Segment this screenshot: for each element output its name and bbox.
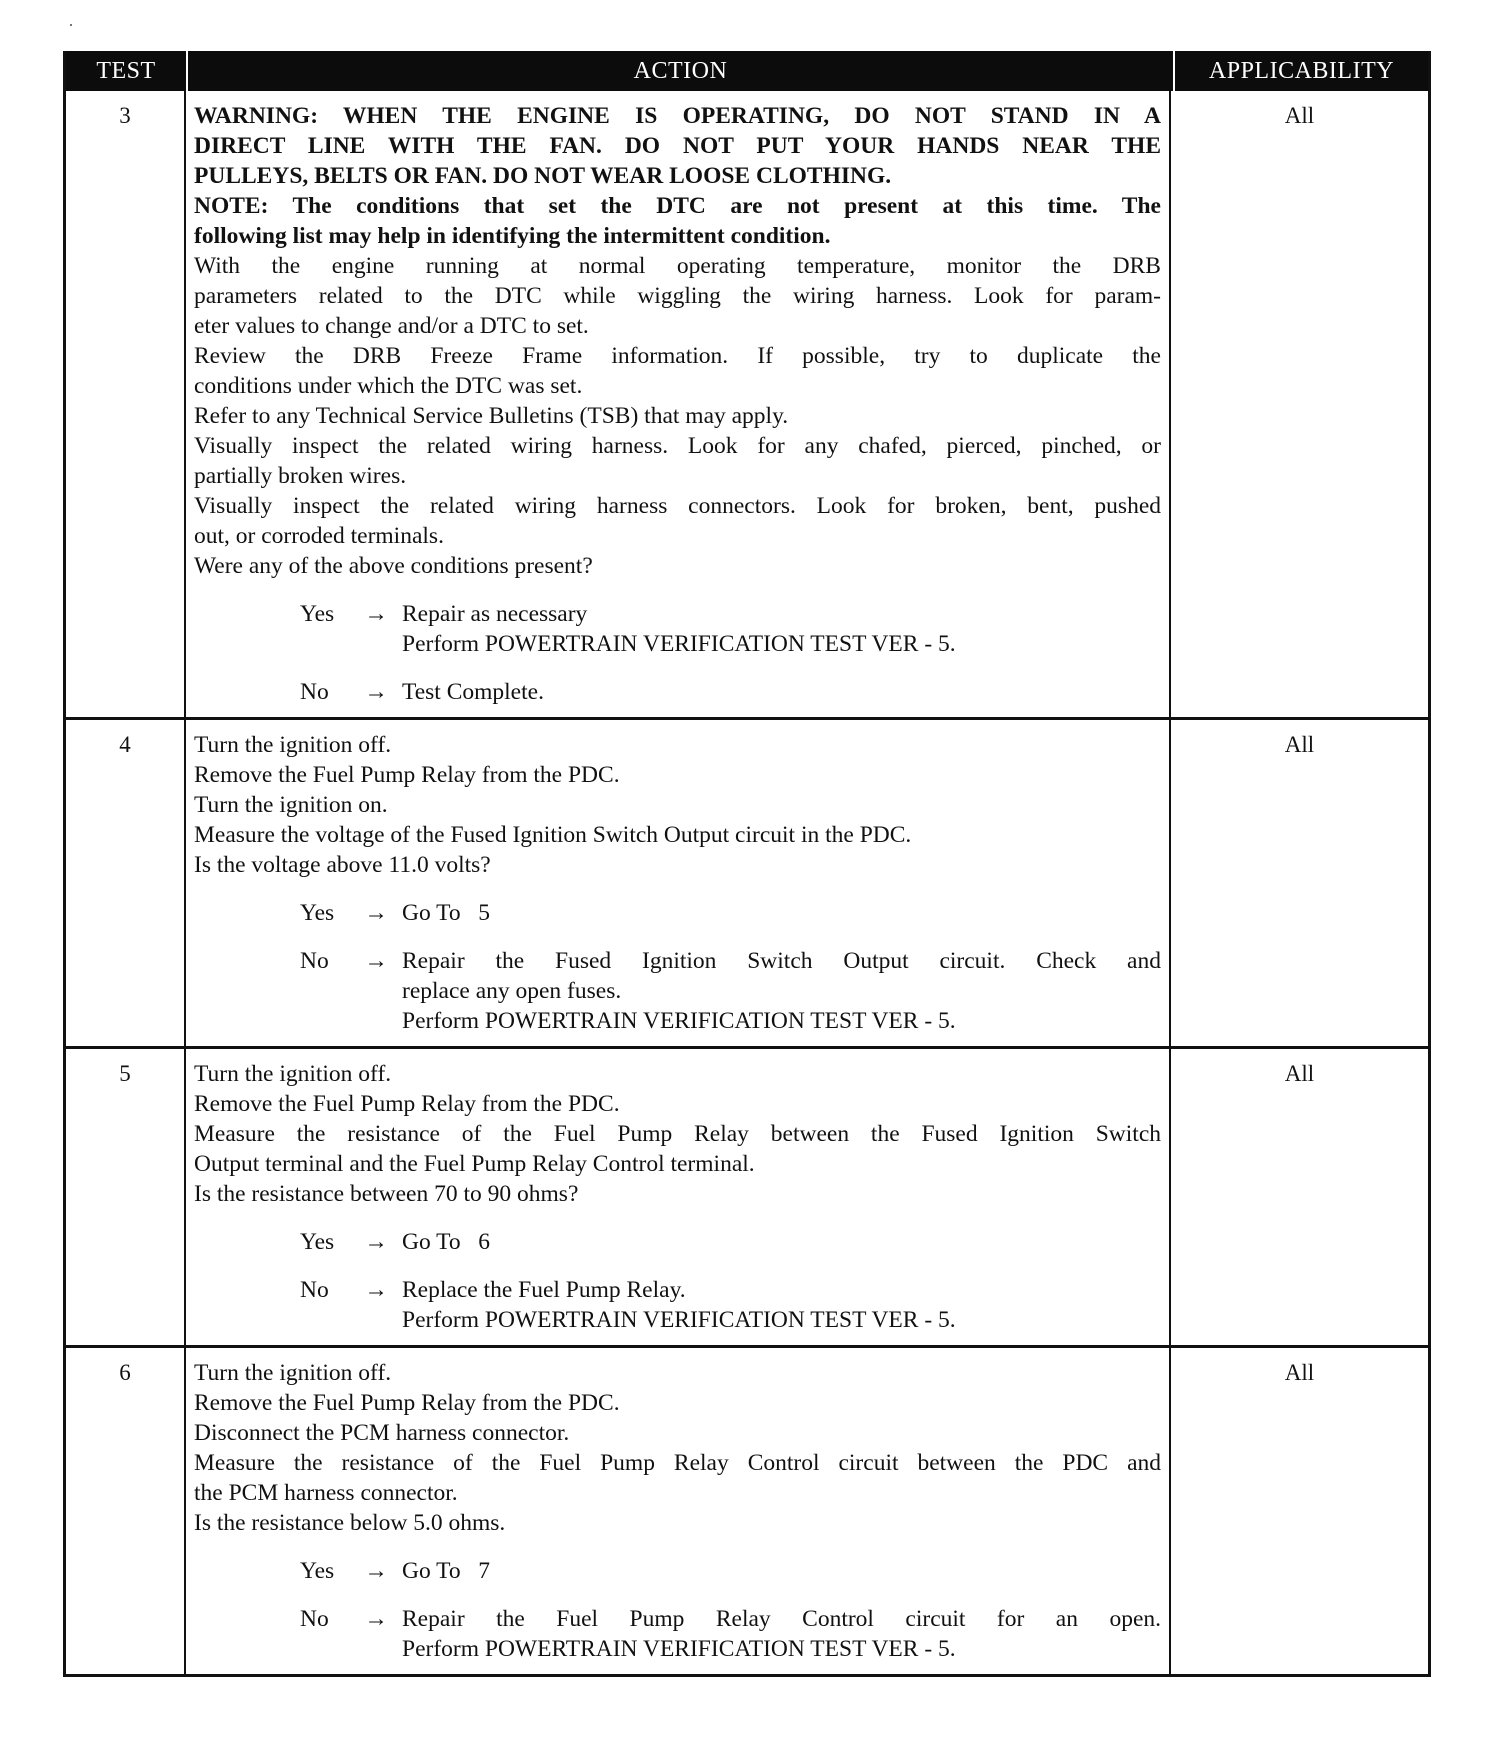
action-paragraph bbox=[194, 431, 1161, 491]
action-text-line: Visually inspect the related wiring harness connectors. Look for broken, bent, pushed bbox=[194, 493, 1161, 519]
branch-answer: No bbox=[300, 948, 329, 974]
decision-branch bbox=[300, 1556, 1161, 1586]
decision-branch bbox=[300, 599, 1161, 659]
decision-branch bbox=[300, 898, 1161, 928]
branch-result bbox=[402, 898, 1161, 928]
branch-result bbox=[402, 1275, 1161, 1335]
action-text-line: Is the resistance below 5.0 ohms. bbox=[194, 1510, 506, 1536]
branch-answer: No bbox=[300, 1606, 329, 1632]
decision-branch bbox=[300, 1604, 1161, 1664]
action-text-line: out, or corroded terminals. bbox=[194, 523, 444, 549]
applicability-cell: All bbox=[1284, 1061, 1315, 1086]
branch-result bbox=[402, 946, 1161, 1036]
header-action: ACTION bbox=[188, 51, 1175, 91]
decision-branch bbox=[300, 1275, 1161, 1335]
action-cell bbox=[186, 91, 1171, 717]
action-text-line: NOTE: The conditions that set the DTC are not present at this time. The bbox=[194, 193, 1161, 219]
action-paragraph bbox=[194, 1059, 1161, 1089]
action-paragraph bbox=[194, 251, 1161, 341]
action-text-line: the PCM harness connector. bbox=[194, 1480, 458, 1506]
action-text-line: Turn the ignition off. bbox=[194, 1360, 392, 1386]
action-paragraph bbox=[194, 1508, 1161, 1538]
branch-answer: Yes bbox=[300, 900, 335, 926]
branch-result-line: Perform POWERTRAIN VERIFICATION TEST VER - 5. bbox=[402, 1307, 956, 1333]
action-text-line: parameters related to the DTC while wiggling the wiring harness. Look for param- bbox=[194, 283, 1161, 309]
branch-result-line: Perform POWERTRAIN VERIFICATION TEST VER - 5. bbox=[402, 1636, 956, 1662]
action-text-line: WARNING: WHEN THE ENGINE IS OPERATING, DO NOT STAND IN A bbox=[194, 103, 1161, 129]
table-row bbox=[66, 1046, 1428, 1345]
action-text-line: Measure the resistance of the Fuel Pump Relay between the Fused Ignition Switch bbox=[194, 1121, 1161, 1147]
test-number: 4 bbox=[66, 720, 186, 1046]
arrow-right-icon: → bbox=[364, 601, 388, 627]
branch-answer: Yes bbox=[300, 601, 335, 627]
action-paragraph bbox=[194, 760, 1161, 790]
arrow-right-icon: → bbox=[364, 679, 388, 705]
action-text-line: partially broken wires. bbox=[194, 463, 407, 489]
action-cell bbox=[186, 1348, 1171, 1674]
branch-answer: No bbox=[300, 1277, 329, 1303]
action-paragraph bbox=[194, 1448, 1161, 1508]
action-paragraph bbox=[194, 1119, 1161, 1179]
applicability-cell: All bbox=[1284, 1360, 1315, 1385]
action-paragraph bbox=[194, 730, 1161, 760]
warning-paragraph bbox=[194, 191, 1161, 251]
branch-result-line: Test Complete. bbox=[402, 679, 544, 705]
action-paragraph bbox=[194, 1089, 1161, 1119]
action-text-line: Remove the Fuel Pump Relay from the PDC. bbox=[194, 1091, 620, 1117]
action-text-line: Refer to any Technical Service Bulletins (TSB) that may apply. bbox=[194, 403, 789, 429]
branch-result bbox=[402, 1227, 1161, 1257]
header-applicability: APPLICABILITY bbox=[1208, 57, 1395, 84]
decision-branch bbox=[300, 677, 1161, 707]
branch-result-line: replace any open fuses. bbox=[402, 978, 622, 1004]
action-text-line: following list may help in identifying the intermittent condition. bbox=[194, 223, 831, 249]
test-number: 6 bbox=[66, 1348, 186, 1674]
table-header bbox=[66, 51, 1428, 91]
decision-branch bbox=[300, 1227, 1161, 1257]
branch-result-line: Go To 5 bbox=[402, 900, 491, 926]
action-text-line: Turn the ignition on. bbox=[194, 792, 388, 818]
action-text-line: Visually inspect the related wiring harness. Look for any chafed, pierced, pinched, or bbox=[194, 433, 1161, 459]
action-paragraph bbox=[194, 820, 1161, 850]
action-text-line: With the engine running at normal operating temperature, monitor the DRB bbox=[194, 253, 1161, 279]
header-test: TEST bbox=[66, 51, 188, 91]
applicability-cell: All bbox=[1284, 732, 1315, 757]
branch-result-line: Repair the Fuel Pump Relay Control circuit for an open. bbox=[402, 1606, 1161, 1632]
action-cell bbox=[186, 1049, 1171, 1345]
action-paragraph bbox=[194, 790, 1161, 820]
action-text-line: Were any of the above conditions present? bbox=[194, 553, 593, 579]
action-paragraph bbox=[194, 1179, 1161, 1209]
action-paragraph bbox=[194, 1418, 1161, 1448]
applicability-cell: All bbox=[1284, 103, 1315, 128]
action-text-line: Output terminal and the Fuel Pump Relay Control terminal. bbox=[194, 1151, 755, 1177]
action-text-line: conditions under which the DTC was set. bbox=[194, 373, 583, 399]
action-paragraph bbox=[194, 1388, 1161, 1418]
arrow-right-icon: → bbox=[364, 948, 388, 974]
action-text-line: Turn the ignition off. bbox=[194, 1061, 392, 1087]
branch-result bbox=[402, 1556, 1161, 1586]
branch-result-line: Repair the Fused Ignition Switch Output circuit. Check and bbox=[402, 948, 1161, 974]
branch-result-line: Go To 6 bbox=[402, 1229, 491, 1255]
action-text-line: PULLEYS, BELTS OR FAN. DO NOT WEAR LOOSE CLOTHING. bbox=[194, 163, 892, 189]
branch-result bbox=[402, 677, 1161, 707]
branch-result-line: Replace the Fuel Pump Relay. bbox=[402, 1277, 686, 1303]
branch-result-line: Perform POWERTRAIN VERIFICATION TEST VER - 5. bbox=[402, 1008, 956, 1034]
test-number: 3 bbox=[66, 91, 186, 717]
action-text-line: Disconnect the PCM harness connector. bbox=[194, 1420, 570, 1446]
action-paragraph bbox=[194, 491, 1161, 551]
action-text-line: Remove the Fuel Pump Relay from the PDC. bbox=[194, 762, 620, 788]
table-row bbox=[66, 91, 1428, 717]
action-paragraph bbox=[194, 850, 1161, 880]
action-text-line: Remove the Fuel Pump Relay from the PDC. bbox=[194, 1390, 620, 1416]
warning-paragraph bbox=[194, 101, 1161, 191]
decision-branch bbox=[300, 946, 1161, 1036]
action-text-line: Measure the resistance of the Fuel Pump Relay Control circuit between the PDC and bbox=[194, 1450, 1161, 1476]
action-cell bbox=[186, 720, 1171, 1046]
arrow-right-icon: → bbox=[364, 1229, 388, 1255]
action-text-line: Review the DRB Freeze Frame information. If possible, try to duplicate the bbox=[194, 343, 1161, 369]
branch-answer: Yes bbox=[300, 1229, 335, 1255]
branch-answer: Yes bbox=[300, 1558, 335, 1584]
action-text-line: eter values to change and/or a DTC to set. bbox=[194, 313, 589, 339]
action-text-line: DIRECT LINE WITH THE FAN. DO NOT PUT YOUR HANDS NEAR THE bbox=[194, 133, 1161, 159]
branch-result-line: Go To 7 bbox=[402, 1558, 491, 1584]
action-text-line: Measure the voltage of the Fused Ignition Switch Output circuit in the PDC. bbox=[194, 822, 912, 848]
action-text-line: Is the resistance between 70 to 90 ohms? bbox=[194, 1181, 579, 1207]
test-number: 5 bbox=[66, 1049, 186, 1345]
action-paragraph bbox=[194, 341, 1161, 401]
arrow-right-icon: → bbox=[364, 1277, 388, 1303]
table-row bbox=[66, 717, 1428, 1046]
table-row bbox=[66, 1345, 1428, 1674]
branch-result-line: Perform POWERTRAIN VERIFICATION TEST VER - 5. bbox=[402, 631, 956, 657]
action-paragraph bbox=[194, 401, 1161, 431]
branch-result bbox=[402, 1604, 1161, 1664]
action-paragraph bbox=[194, 551, 1161, 581]
branch-result-line: Repair as necessary bbox=[402, 601, 588, 627]
diagnostic-test-table bbox=[63, 51, 1431, 1677]
arrow-right-icon: → bbox=[364, 900, 388, 926]
action-text-line: Is the voltage above 11.0 volts? bbox=[194, 852, 491, 878]
branch-result bbox=[402, 599, 1161, 659]
arrow-right-icon: → bbox=[364, 1606, 388, 1632]
branch-answer: No bbox=[300, 679, 329, 705]
action-text-line: Turn the ignition off. bbox=[194, 732, 392, 758]
arrow-right-icon: → bbox=[364, 1558, 388, 1584]
action-paragraph bbox=[194, 1358, 1161, 1388]
table-body bbox=[66, 91, 1428, 1674]
scan-speck bbox=[70, 24, 72, 26]
